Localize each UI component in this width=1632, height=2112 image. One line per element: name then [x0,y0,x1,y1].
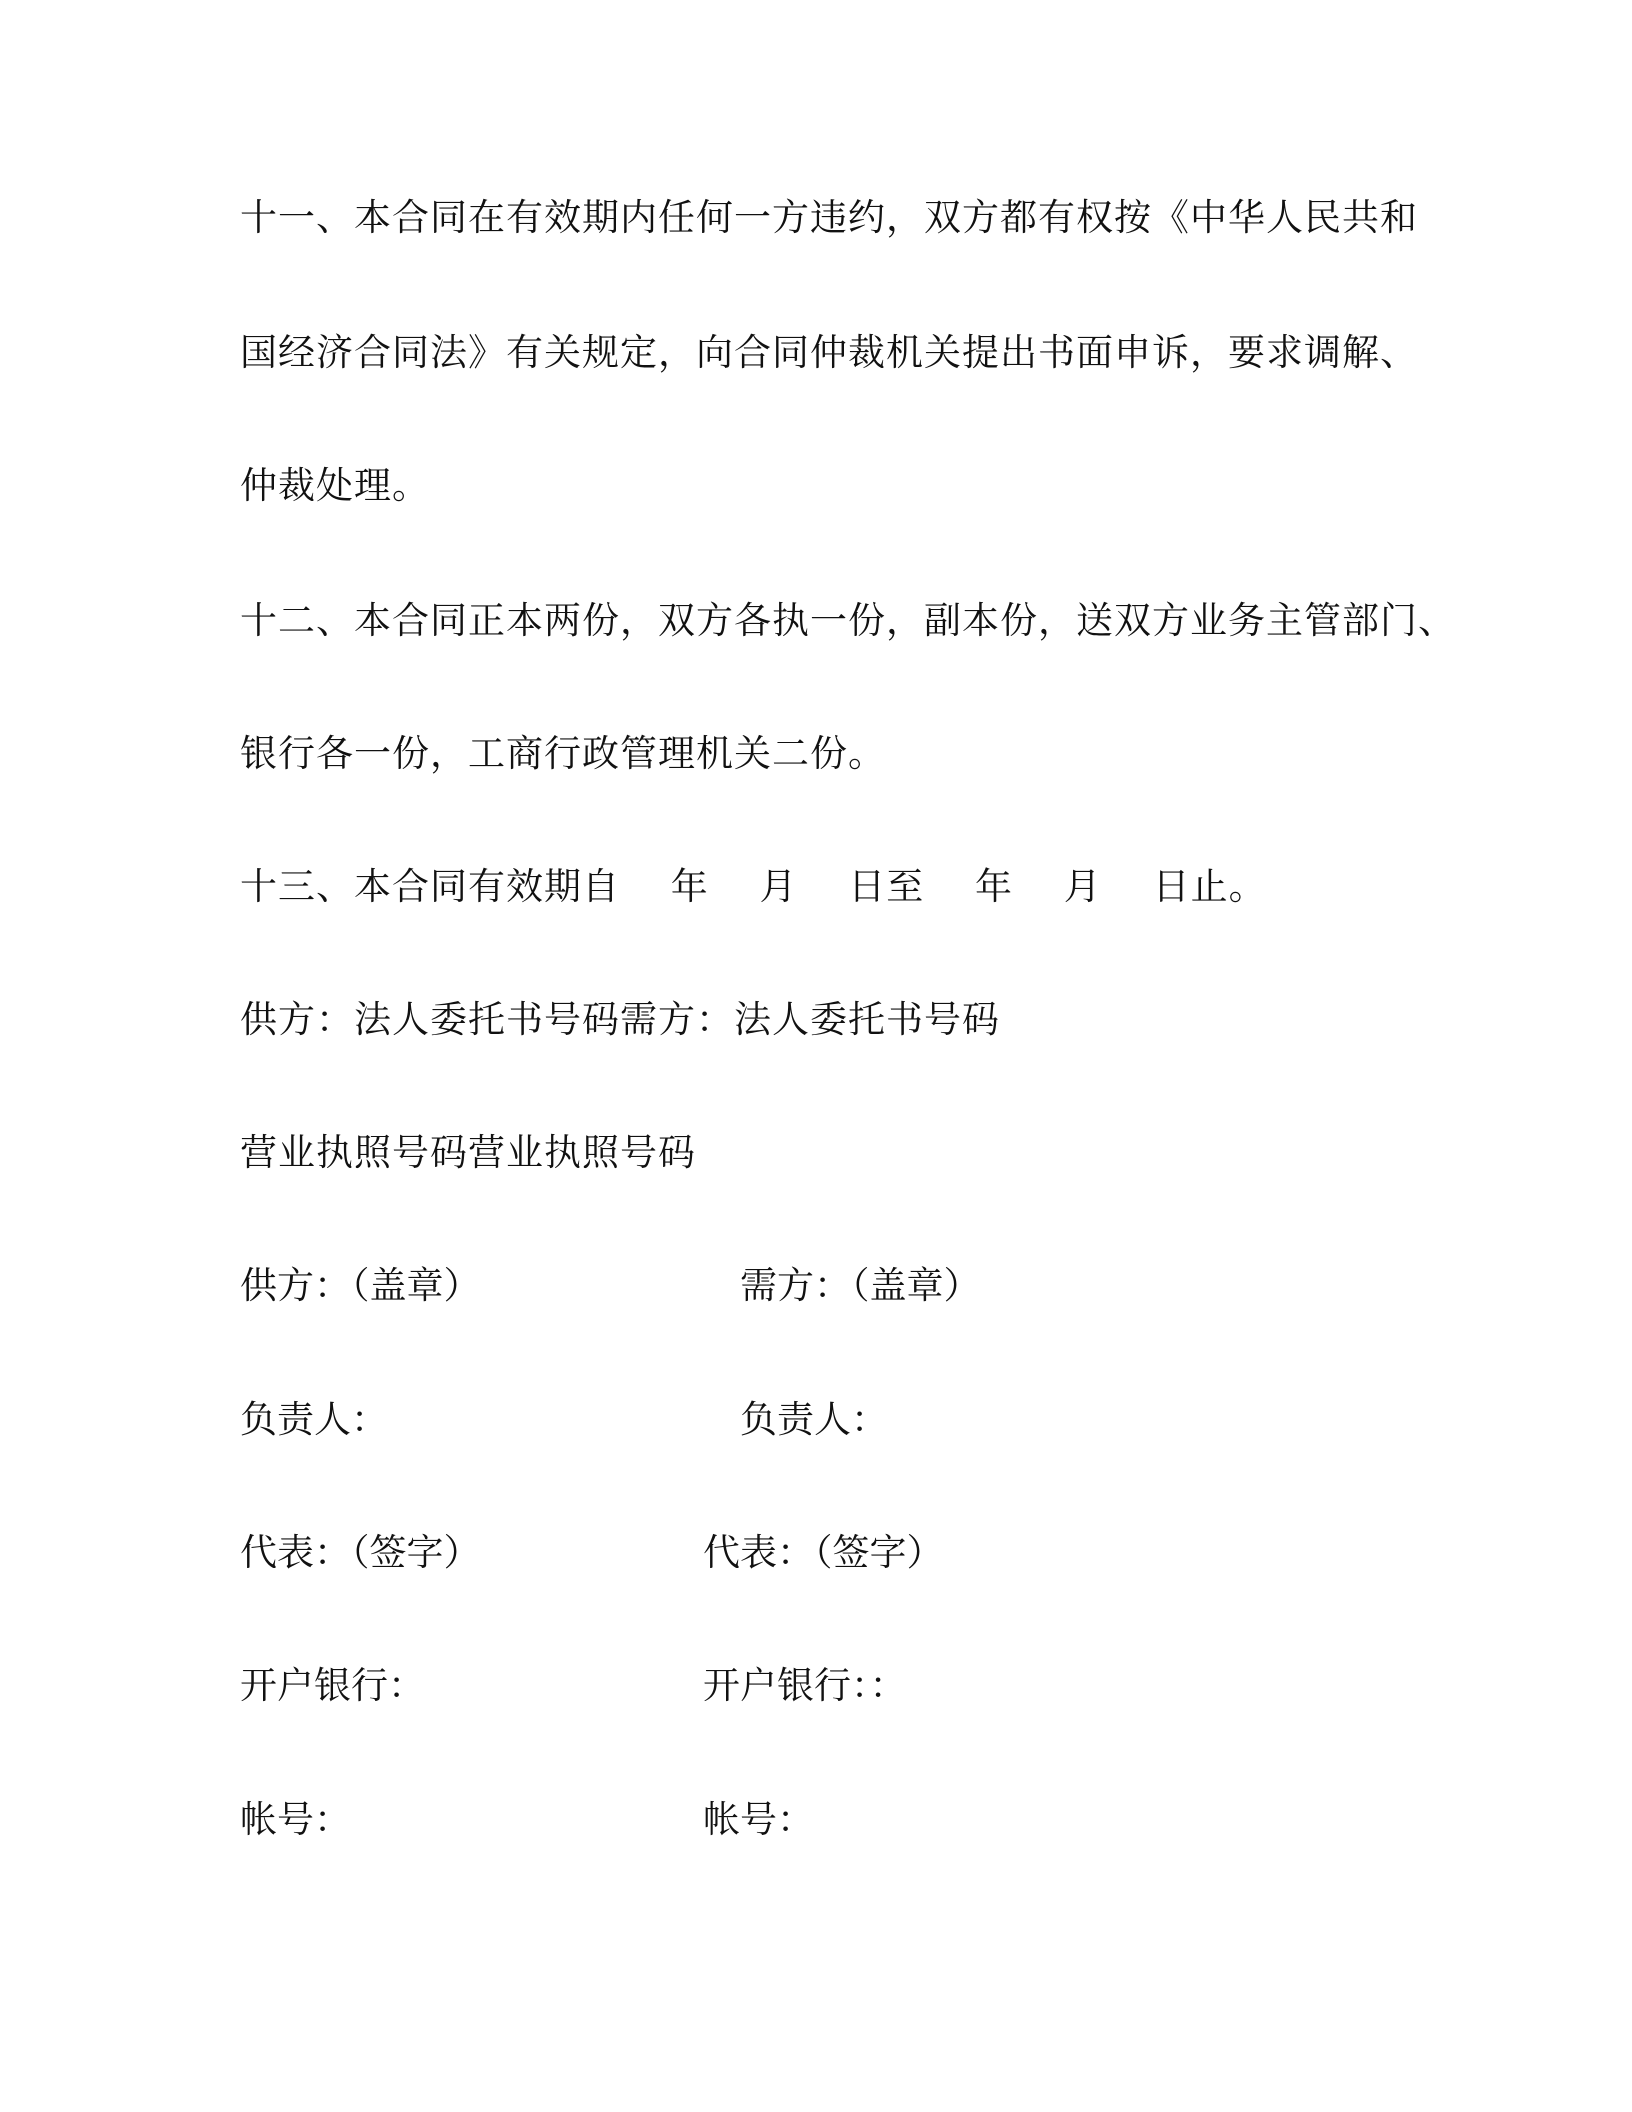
clause-13-line-1: 十三、本合同有效期自 年 月 日至 年 月 日止。 [240,865,1267,908]
clause-11-line-2: 国经济合同法》有关规定，向合同仲裁机关提出书面申诉，要求调解、 [240,331,1418,374]
clause-12-line-1: 十二、本合同正本两份，双方各执一份，副本份，送双方业务主管部门、 [240,599,1456,642]
buyer-seal: 需方：（盖章） [740,1264,981,1307]
supplier-representative: 代表：（签字） [240,1531,481,1574]
business-license-line: 营业执照号码营业执照号码 [240,1131,696,1174]
buyer-bank: 开户银行：： [703,1664,907,1707]
clause-12-line-2: 银行各一份，工商行政管理机关二份。 [240,732,886,775]
authorization-number-line: 供方：法人委托书号码需方：法人委托书号码 [240,998,1000,1041]
buyer-account: 帐号： [703,1798,814,1841]
clause-11-line-3: 仲裁处理。 [240,464,430,507]
supplier-responsible-person: 负责人： [240,1398,388,1441]
buyer-representative: 代表：（签字） [703,1531,944,1574]
supplier-seal: 供方：（盖章） [240,1264,481,1307]
buyer-responsible-person: 负责人： [740,1398,888,1441]
clause-11-line-1: 十一、本合同在有效期内任何一方违约，双方都有权按《中华人民共和 [240,196,1418,239]
supplier-account: 帐号： [240,1798,351,1841]
supplier-bank: 开户银行： [240,1664,425,1707]
